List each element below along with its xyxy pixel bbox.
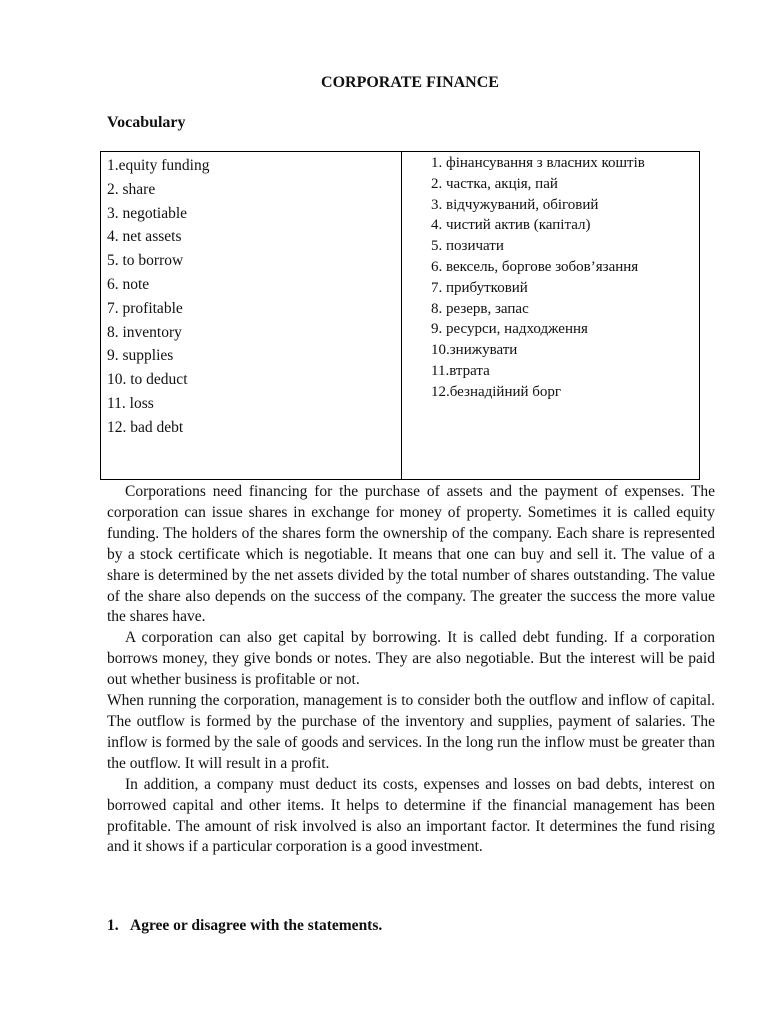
vocab-translation: 7. прибутковий xyxy=(431,279,528,296)
vocab-translation: 9. ресурси, надходження xyxy=(431,321,588,338)
vocab-term: 4. net assets xyxy=(107,228,182,246)
paragraph: When running the corporation, management is to consider both the outflow and inflow of capital. The outflow is formed by the purchase of the inventory and supplies, payment of salaries. The inflow is formed by the sale of goods and services. In the long run the inflow must be greater than the outflow. It will result in a profit. xyxy=(107,692,715,772)
vocab-term: 6. note xyxy=(107,275,150,293)
vocabulary-heading: Vocabulary xyxy=(107,114,186,131)
vocab-translation: 8. резерв, запас xyxy=(431,300,529,317)
vocab-term: 1.equity funding xyxy=(107,157,210,174)
vocab-term: 9. supplies xyxy=(107,347,174,365)
exercise-number: 1. xyxy=(107,917,119,934)
vocab-term: 12. bad debt xyxy=(107,418,184,436)
exercise-text: Agree or disagree with the statements. xyxy=(130,917,383,934)
body-text xyxy=(107,482,715,858)
page-title: CORPORATE FINANCE xyxy=(321,74,499,91)
vocab-term: 5. to borrow xyxy=(107,252,184,270)
vocab-term: 10. to deduct xyxy=(107,371,188,389)
vocab-translation: 1. фінансування з власних коштів xyxy=(431,155,645,171)
vocabulary-ukrainian-column xyxy=(402,152,699,479)
vocab-translation: 4. чистий актив (капітал) xyxy=(431,217,591,234)
vocab-translation: 10.знижувати xyxy=(431,342,518,359)
vocab-translation: 2. частка, акція, пай xyxy=(431,175,558,192)
vocab-translation: 3. відчужуваний, обіговий xyxy=(431,196,599,213)
vocab-term: 2. share xyxy=(107,180,156,198)
vocab-term: 7. profitable xyxy=(107,299,183,317)
paragraph: In addition, a company must deduct its costs, expenses and losses on bad debts, interest on borrowed capital and other items. It helps to determine if the financial management has been profitable. The amount of risk involved is also an important factor. It determines the fund rising and it shows if a particular corporation is a good investment. xyxy=(107,775,715,856)
exercise-heading xyxy=(107,917,382,935)
vocab-translation: 12.безнадійний борг xyxy=(431,383,562,400)
vocabulary-english-column xyxy=(101,152,402,479)
vocab-term: 8. inventory xyxy=(107,323,182,341)
vocab-translation: 5. позичати xyxy=(431,238,504,255)
vocab-term: 11. loss xyxy=(107,394,154,412)
vocabulary-table xyxy=(100,151,700,480)
vocab-term: 3. negotiable xyxy=(107,204,188,222)
vocab-translation: 6. вексель, боргове зобов’язання xyxy=(431,258,639,275)
paragraph: A corporation can also get capital by borrowing. It is called debt funding. If a corporation borrows money, they give bonds or notes. They are also negotiable. But the interest will be paid out whether business is profitable or not. xyxy=(107,629,715,689)
vocab-translation: 11.втрата xyxy=(431,362,490,379)
paragraph: Corporations need financing for the purchase of assets and the payment of expenses. The corporation can issue shares in exchange for money of property. Sometimes it is called equity funding. The holders of the shares form the ownership of the company. Each share is represented by a stock certificate which is negotiable. It means that one can buy and sell it. The value of a share is determined by the net assets divided by the total number of shares outstanding. The value of the share also depends on the success of the company. The greater the success the more value the shares have. xyxy=(107,483,715,626)
